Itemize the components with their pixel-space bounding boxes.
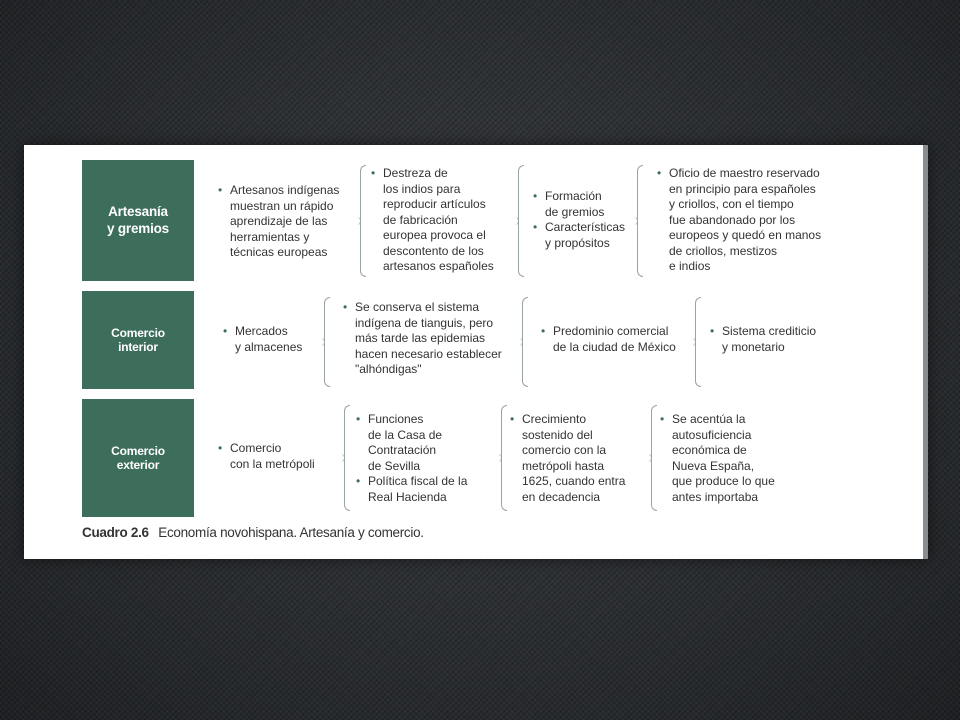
- col2-cell: [354, 412, 494, 505]
- col4-cell: [658, 412, 798, 505]
- brace: [501, 405, 507, 511]
- list-item: • Características y propósitos: [531, 220, 641, 251]
- list-item: • Oficio de maestro reservado en principio para españoles y criollos, con el tiempo fue abandonado por los europeos y quedó en manos de criollos, mestizos e indios: [655, 166, 845, 275]
- row-title: Comercio exterior: [111, 443, 165, 472]
- list-item: • Funciones de la Casa de Contratación de Sevilla: [354, 412, 494, 474]
- list-item: • Se conserva el sistema indígena de tianguis, pero más tarde las epidemias hacen necesario establecer "alhóndigas": [341, 300, 521, 378]
- slide-card: [24, 145, 928, 559]
- brace: [637, 165, 643, 277]
- col3-cell: [508, 412, 638, 505]
- col3-cell: [539, 324, 699, 355]
- row-title: Comercio interior: [111, 325, 165, 354]
- list-item: • Crecimiento sostenido del comercio con la metrópoli hasta 1625, cuando entra en decadencia: [508, 412, 638, 505]
- row-header: [82, 160, 194, 281]
- brace: [344, 405, 350, 511]
- row-comercio-exterior: [24, 399, 928, 517]
- col2-cell: [369, 166, 514, 275]
- list-item: • Se acentúa la autosuficiencia económica de Nueva España, que produce lo que antes importaba: [658, 412, 798, 505]
- col3-cell: [531, 189, 641, 251]
- list-item: • Predominio comercial de la ciudad de México: [539, 324, 699, 355]
- caption-label: Cuadro 2.6: [82, 525, 149, 540]
- brace: [518, 165, 524, 277]
- brace: [695, 297, 701, 387]
- brace: [651, 405, 657, 511]
- row-header: [82, 399, 194, 517]
- row-artesania: [24, 160, 928, 281]
- row-title: Artesanía y gremios: [107, 204, 169, 236]
- row-header: [82, 291, 194, 389]
- brace: [360, 165, 366, 277]
- brace: [324, 297, 330, 387]
- list-item: • Destreza de los indios para reproducir artículos de fabricación europea provoca el descontento de los artesanos españoles: [369, 166, 514, 275]
- col2-cell: [341, 300, 521, 378]
- list-item: • Mercados y almacenes: [221, 324, 321, 355]
- list-item: • Sistema crediticio y monetario: [708, 324, 838, 355]
- col4-cell: [655, 166, 845, 275]
- col4-cell: [708, 324, 838, 355]
- row-comercio-interior: [24, 291, 928, 389]
- list-item: • Política fiscal de la Real Hacienda: [354, 474, 494, 505]
- caption-text: Economía novohispana. Artesanía y comercio.: [158, 525, 424, 540]
- list-item: • Artesanos indígenas muestran un rápido aprendizaje de las herramientas y técnicas europeas: [216, 183, 356, 261]
- list-item: • Comercio con la metrópoli: [216, 441, 331, 472]
- figure-caption: [82, 525, 424, 540]
- col1-cell: [216, 183, 356, 261]
- col1-cell: [221, 324, 321, 355]
- brace: [522, 297, 528, 387]
- list-item: • Formación de gremios: [531, 189, 641, 220]
- col1-cell: [216, 441, 331, 472]
